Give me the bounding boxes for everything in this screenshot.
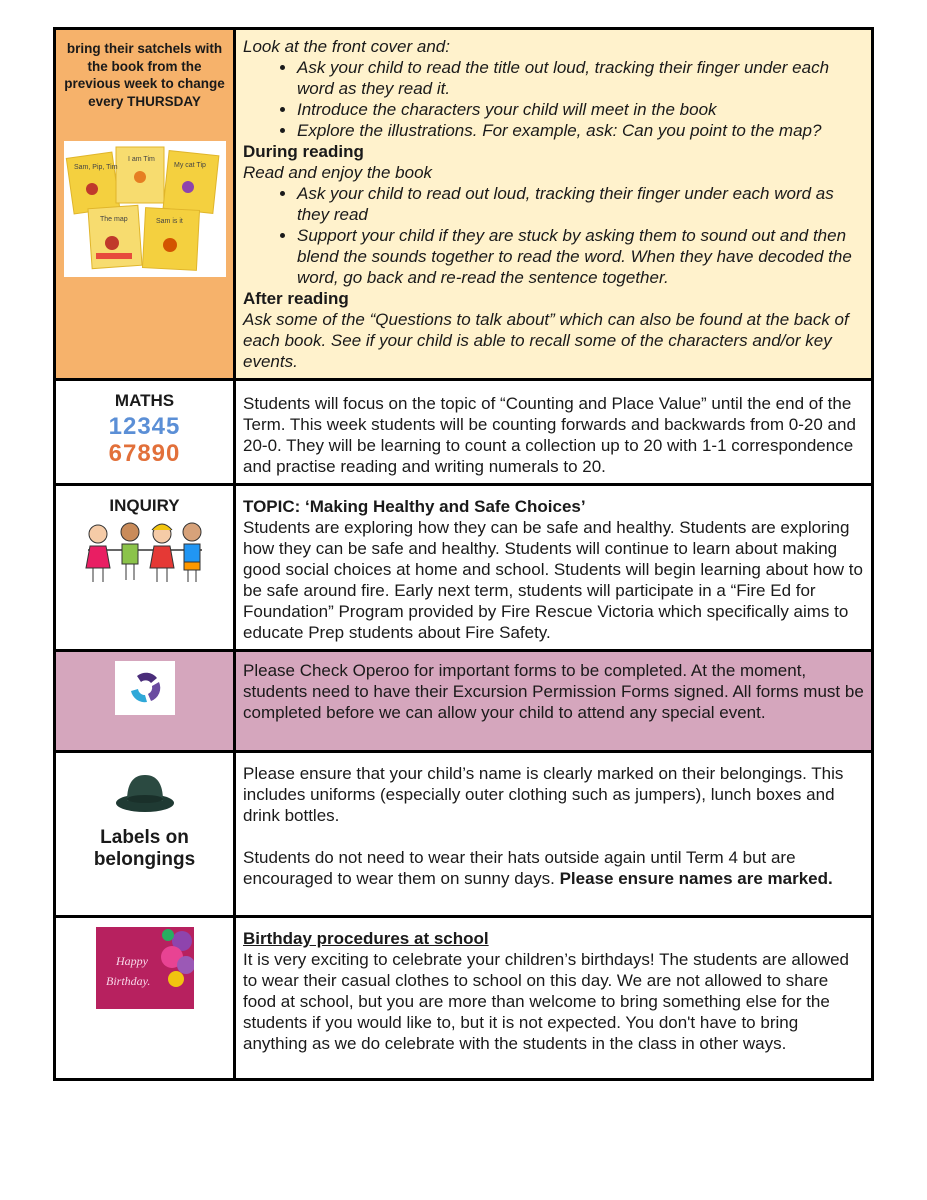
labels-text-2 bbox=[243, 847, 864, 889]
digits-row-2: 67890 bbox=[108, 440, 181, 467]
digits-row-1: 12345 bbox=[108, 413, 181, 440]
book-title-5: Sam is it bbox=[155, 218, 183, 225]
reading-intro: Look at the front cover and: bbox=[243, 37, 450, 56]
readers-books-image bbox=[64, 141, 226, 277]
after-reading-heading: After reading bbox=[243, 289, 349, 308]
children-holding-hands-image bbox=[80, 520, 210, 588]
birthday-text: It is very exciting to celebrate your children’s birthdays! The students are allowed to wear their casual clothes to school on this day. We are not allowed to share food at school, but you are more than welcome to bring something else for the students if you would like to, but it is not expected. You don't have to bring anything as we do celebrate with the students in the class in other ways. bbox=[243, 950, 850, 1053]
numbers-image bbox=[56, 413, 233, 467]
reading-instruction: bring their satchels with the book from the previous week to change every THURSDAY bbox=[64, 41, 225, 109]
birthday-left-cell bbox=[55, 917, 235, 1080]
birthday-heading: Birthday procedures at school bbox=[243, 929, 489, 948]
reading-row bbox=[55, 29, 873, 380]
maths-label: MATHS bbox=[114, 391, 175, 410]
labels-row bbox=[55, 752, 873, 917]
labels-left-cell bbox=[55, 752, 235, 917]
newsletter-table bbox=[53, 27, 874, 1081]
during-bullet: • Support your child if they are stuck by asking them to sound out and then blend the sounds together to read the word. When they have decoded the word, go back and re-read the sentence together. bbox=[297, 225, 864, 288]
maths-text: Students will focus on the topic of “Counting and Place Value” until the end of the Term. This week students will be counting forwards and backwards from 0-20 and 20-0. They will be learning to count a collection up to 20 with 1-1 correspondence and practise reading and writing numerals to 20. bbox=[243, 394, 856, 476]
inquiry-row bbox=[55, 485, 873, 651]
labels-right-cell bbox=[235, 752, 873, 917]
birthday-right-cell bbox=[235, 917, 873, 1080]
during-bullet-list bbox=[243, 183, 864, 288]
operoo-left-cell bbox=[55, 651, 235, 752]
operoo-right-cell bbox=[235, 651, 873, 752]
card-text-happy: Happy bbox=[115, 954, 148, 968]
birthday-card-image bbox=[96, 927, 194, 1009]
cover-bullet: • Explore the illustrations. For example, ask: Can you point to the map? bbox=[297, 120, 864, 141]
inquiry-label: INQUIRY bbox=[109, 496, 180, 515]
maths-row bbox=[55, 380, 873, 485]
inquiry-left-cell bbox=[55, 485, 235, 651]
book-title-1: Sam, Pip, Tim bbox=[73, 164, 118, 171]
operoo-text: Please Check Operoo for important forms to be completed. At the moment, students need to have their Excursion Permission Forms signed. All forms must be completed before we can allow your child to attend any special event. bbox=[243, 661, 864, 722]
book-title-3: My cat Tip bbox=[173, 162, 206, 169]
labels-heading: Labels on belongings bbox=[93, 827, 196, 870]
operoo-row bbox=[55, 651, 873, 752]
during-reading-intro: Read and enjoy the book bbox=[243, 163, 433, 182]
book-title-4: The map bbox=[99, 216, 128, 223]
inquiry-topic: TOPIC: ‘Making Healthy and Safe Choices’ bbox=[243, 497, 586, 516]
card-text-birthday: Birthday. bbox=[105, 974, 150, 988]
book-title-2: I am Tim bbox=[127, 156, 155, 163]
labels-text-2-bold: Please ensure names are marked. bbox=[559, 869, 833, 888]
after-reading-text: Ask some of the “Questions to talk about” which can also be found at the back of each book. See if your child is able to recall some of the characters and/or key events. bbox=[243, 310, 849, 371]
cover-bullet-list bbox=[243, 57, 864, 141]
maths-left-cell bbox=[55, 380, 235, 485]
cover-bullet: • Ask your child to read the title out loud, tracking their finger under each word as they read it. bbox=[297, 57, 864, 99]
labels-text-2-normal: Students do not need to wear their hats outside again until Term 4 but are encouraged to wear them on sunny days. bbox=[243, 848, 796, 888]
bucket-hat-icon bbox=[113, 769, 177, 815]
labels-text-1: Please ensure that your child’s name is clearly marked on their belongings. This includes uniforms (especially outer clothing such as jumpers), lunch boxes and drink bottles. bbox=[243, 764, 844, 825]
birthday-row bbox=[55, 917, 873, 1080]
operoo-logo-icon bbox=[115, 661, 175, 715]
maths-right-cell bbox=[235, 380, 873, 485]
reading-left-cell bbox=[55, 29, 235, 380]
during-bullet: • Ask your child to read out loud, tracking their finger under each word as they read bbox=[297, 183, 864, 225]
reading-right-cell bbox=[235, 29, 873, 380]
cover-bullet: • Introduce the characters your child will meet in the book bbox=[297, 99, 864, 120]
inquiry-text: Students are exploring how they can be safe and healthy. Students are exploring how they can be safe and healthy. Students will continue to learn about making good social choices at home and school. Students will begin learning about how to be safe around fire. Early next term, students will participate in a “Fire Ed for Foundation” Program provided by Fire Rescue Victoria which specifically aims to educate Prep students about Fire Safety. bbox=[243, 518, 863, 642]
during-reading-heading: During reading bbox=[243, 142, 364, 161]
inquiry-right-cell bbox=[235, 485, 873, 651]
